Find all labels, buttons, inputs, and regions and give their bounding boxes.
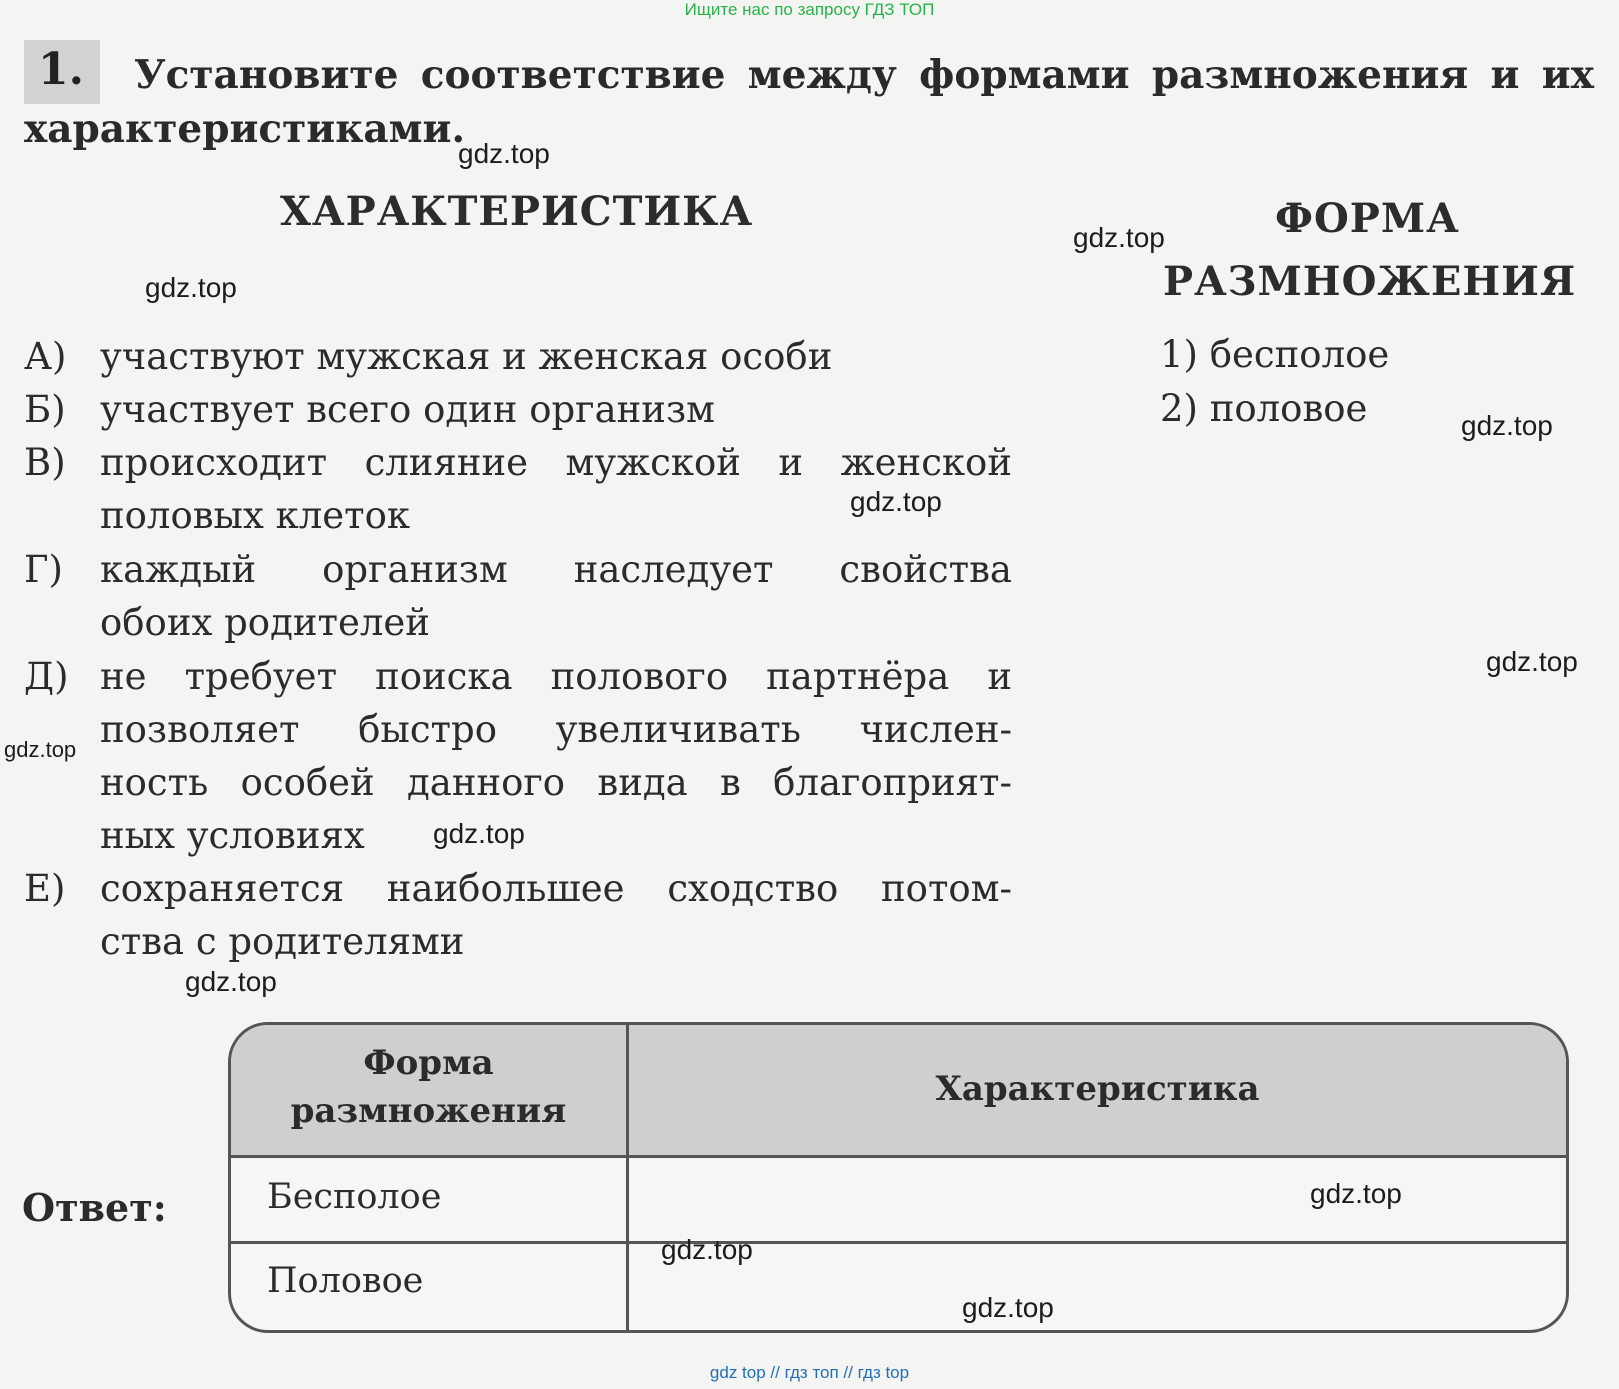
top-banner[interactable]: Ищите нас по запросу ГДЗ ТОП [684,0,935,19]
form-header-line2: РАЗМНОЖЕНИЯ [1163,258,1577,305]
watermark: gdz.top [4,737,77,762]
watermark: gdz.top [1073,222,1165,253]
table-row-sexual-label: Половое [267,1261,424,1301]
watermark: gdz.top [850,486,942,517]
watermark: gdz.top [185,966,277,997]
characteristic-letter: Б) [24,388,66,431]
characteristic-text-line: ства с родителями [100,920,465,963]
table-header-form-line1: Форма [363,1043,494,1083]
characteristic-text-line: сохраняется наибольшее сходство потом- [100,867,1012,910]
characteristic-text-line: обоих родителей [100,601,430,644]
watermark: gdz.top [1486,646,1578,677]
form-option-1: 1) бесполое [1160,333,1390,376]
characteristic-text-line: участвуют мужская и женская особи [100,335,833,378]
characteristic-text-line: участвует всего один организм [100,388,715,431]
watermark: gdz.top [458,138,550,169]
characteristic-letter: Д) [24,655,69,698]
characteristic-header: ХАРАКТЕРИСТИКА [280,188,754,235]
characteristic-text-line: не требует поиска полового партнёра и [100,655,1012,698]
form-header-line1: ФОРМА [1275,195,1460,242]
characteristic-letter: Г) [24,548,63,591]
table-header-form-line2: размножения [290,1091,567,1131]
watermark: gdz.top [1461,410,1553,441]
characteristic-letter: Е) [24,867,66,910]
characteristic-text-line: ность особей данного вида в благоприят- [100,761,1012,804]
task-text: Установите соответствие между формами размножения и их характеристиками. [24,52,1594,152]
task-number: 1. [38,44,84,95]
table-row-asexual-label: Бесполое [267,1177,442,1217]
characteristic-letter: В) [24,441,66,484]
table-header-form [231,1039,626,1135]
characteristic-text-line: ных условиях [100,814,365,857]
characteristic-text-line: позволяет быстро увеличивать числен- [100,708,1012,751]
table-header-characteristic: Характеристика [935,1069,1260,1109]
characteristic-text-line: происходит слияние мужской и женской [100,441,1012,484]
watermark: gdz.top [661,1234,753,1265]
characteristic-text-line: половых клеток [100,494,411,537]
form-option-2: 2) половое [1160,387,1368,430]
watermark: gdz.top [1310,1178,1402,1209]
table-row-divider [231,1241,1566,1244]
characteristic-letter: А) [24,335,67,378]
watermark: gdz.top [962,1292,1054,1323]
watermark: gdz.top [433,818,525,849]
watermark: gdz.top [145,272,237,303]
characteristic-text-line: каждый организм наследует свойства [100,548,1012,591]
answer-label: Ответ: [22,1185,167,1230]
footer-links[interactable]: gdz top // гдз топ // гдз top [709,1363,910,1382]
